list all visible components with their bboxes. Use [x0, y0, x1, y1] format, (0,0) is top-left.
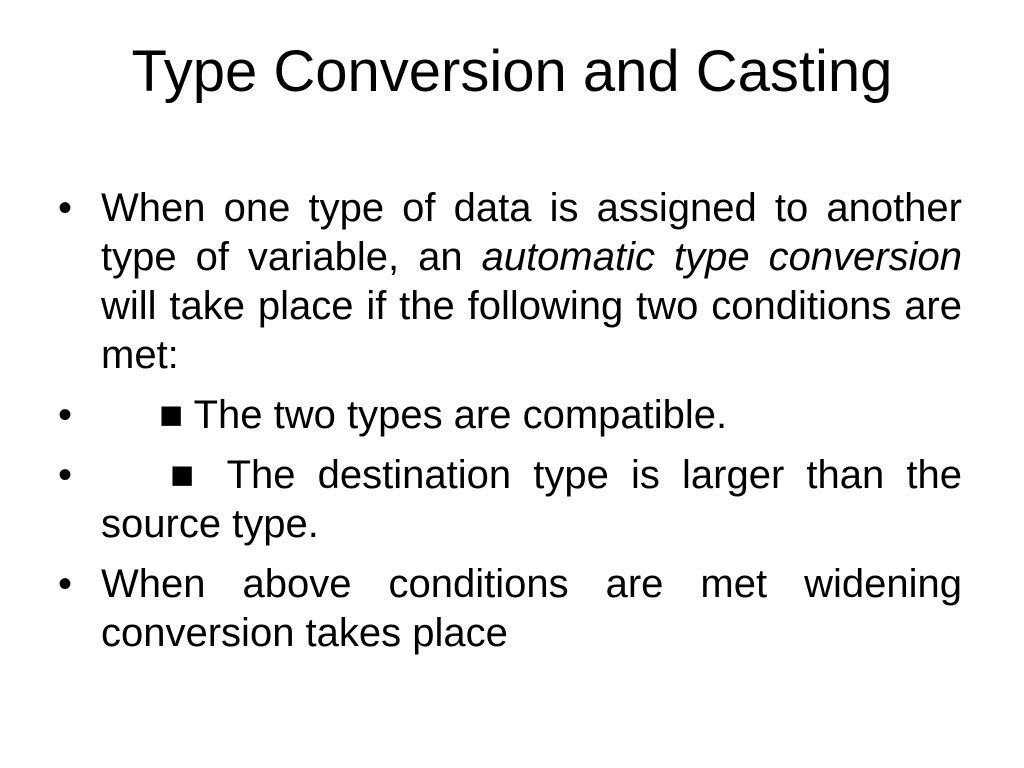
bullet-marker: •: [58, 453, 73, 497]
bullet-text: When one type of data is assigned to another type of variable, an: [101, 186, 962, 279]
bullet-list: [0, 184, 1024, 669]
bullet-text: The two types are compatible.: [183, 393, 728, 437]
bullet-marker: •: [58, 562, 73, 606]
bullet-text: When above conditions are met widening conversion takes place: [101, 562, 962, 655]
bullet-text: The destination type is larger than the source type.: [101, 453, 962, 546]
bullet-item-4: [0, 560, 962, 658]
bullet-marker: •: [58, 393, 73, 437]
square-marker-icon: ■: [159, 393, 184, 437]
slide-title: Type Conversion and Casting: [131, 39, 893, 104]
square-marker-icon: ■: [159, 453, 206, 497]
bullet-item-3: [0, 451, 962, 549]
bullet-marker: •: [58, 186, 73, 230]
bullet-item-2: [0, 391, 962, 440]
bullet-item-1: [0, 184, 962, 380]
bullet-text: will take place if the following two conditions are met:: [101, 284, 962, 377]
bullet-emphasis: automatic type conversion: [481, 235, 962, 279]
